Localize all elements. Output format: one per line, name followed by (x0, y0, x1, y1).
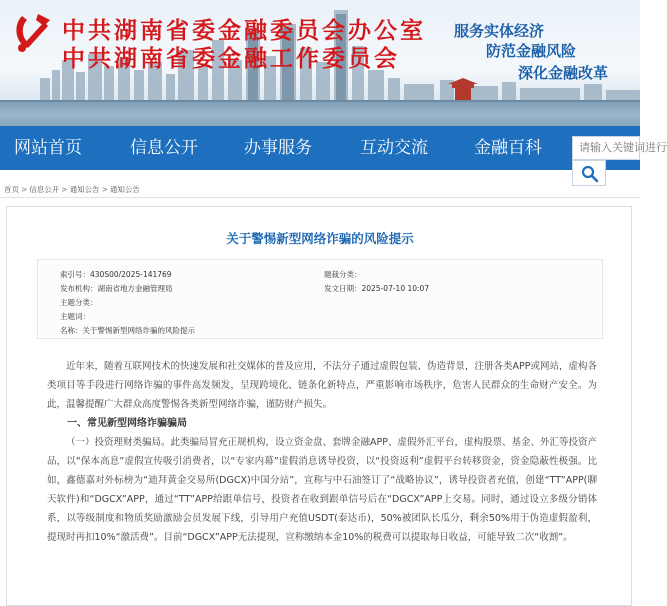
section-heading: 一、常见新型网络诈骗骗局 (67, 418, 187, 429)
search-button[interactable] (572, 160, 606, 186)
breadcrumb-home[interactable]: 首页 (4, 185, 19, 194)
meta-date-value: 2025-07-10 10:07 (361, 284, 430, 293)
meta-index-value: 430S00/2025-141769 (90, 270, 172, 279)
org-title-line2: 中共湖南省委金融工作委员会 (62, 45, 400, 72)
article-meta-table (37, 259, 603, 339)
slogan-2: 防范金融风险 (486, 42, 577, 60)
meta-name: 名称：关于警惕新型网络诈骗的风险提示 (60, 326, 195, 335)
nav-item-info[interactable]: 信息公开 (130, 138, 198, 158)
search-input[interactable]: 请输入关键词进行 (572, 136, 640, 160)
meta-category: 题裁分类： (324, 270, 362, 279)
header-banner (0, 0, 640, 126)
search-icon (581, 165, 599, 183)
org-title-line1: 中共湖南省委金融委员会办公室 (62, 17, 426, 44)
meta-keywords: 主题词： (60, 312, 90, 321)
breadcrumb: 首页 > 信息公开 > 通知公告 > 通知公告 (4, 185, 140, 194)
river-water (0, 102, 640, 126)
nav-item-home[interactable]: 网站首页 (14, 138, 82, 158)
breadcrumb-notices-current[interactable]: 通知公告 (109, 185, 140, 194)
slogan-1: 服务实体经济 (454, 22, 545, 40)
meta-date: 发文日期：2025-07-10 10:07 (324, 284, 430, 293)
meta-theme: 主题分类： (60, 298, 98, 307)
article-title: 关于警惕新型网络诈骗的风险提示 (226, 231, 414, 246)
meta-name-value: 关于警惕新型网络诈骗的风险提示 (82, 326, 195, 335)
nav-item-interaction[interactable]: 互动交流 (360, 138, 428, 158)
divider (0, 197, 640, 198)
article-body (47, 357, 597, 547)
article-paragraph: （一）投资理财类骗局。此类骗局冒充正规机构，设立资金盘、套牌金融APP、虚假外汇平台，虚构股票、基金、外汇等投资产品，以“保本高息”虚假宣传吸引消费者，以“专家内幕”虚假消息诱导投资，以“投资返利”虚假平台转移资金，资金隐蔽性极强。比如，鑫德嘉对外标榜为“迪拜黄金交易所(DGCX)中国分站”，宣称与中石油签订了“战略协议”，诱导投资者充值，创建“TT”APP(聊天软件)和“DGCX”APP，通过“TT”APP给跟单信号，投资者在收到跟单信号后在“DGCX”APP上交易。同时，通过设立多级分销体系，以等级制度和物质奖励激励会员发展下线，引导用户充值USDT(泰达币)，50%被团队长瓜分，剩余50%用于伪造虚假盈利，提现时再扣10%“激活费”。目前“DGCX”APP无法提现，宣称缴纳本金10%的税费可以提取每日收益，可能导致二次“收割”。 (47, 437, 597, 543)
article-card (6, 206, 632, 606)
meta-publisher: 发布机构：湖南省地方金融管理局 (60, 284, 173, 293)
nav-item-encyclopedia[interactable]: 金融百科 (474, 138, 542, 158)
slogan-3: 深化金融改革 (518, 64, 609, 82)
main-nav (0, 126, 640, 170)
article-paragraph: 近年来，随着互联网技术的快速发展和社交媒体的普及应用，不法分子通过虚假包装、伪造背景，注册各类APP或网站，虚构各类项目等手段进行网络诈骗的事件高发频发，呈现跨境化、链条化新特点，严重影响市场秩序，危害人民群众的生命财产安全。为此，温馨提醒广大群众高度警惕各类新型网络诈骗，谨防财产损失。 (47, 361, 597, 410)
nav-item-services[interactable]: 办事服务 (244, 138, 312, 158)
party-emblem-icon (8, 8, 56, 56)
meta-index: 索引号：430S00/2025-141769 (60, 270, 172, 279)
breadcrumb-notices[interactable]: 通知公告 (69, 185, 100, 194)
breadcrumb-info[interactable]: 信息公开 (29, 185, 60, 194)
meta-publisher-value: 湖南省地方金融管理局 (97, 284, 173, 293)
